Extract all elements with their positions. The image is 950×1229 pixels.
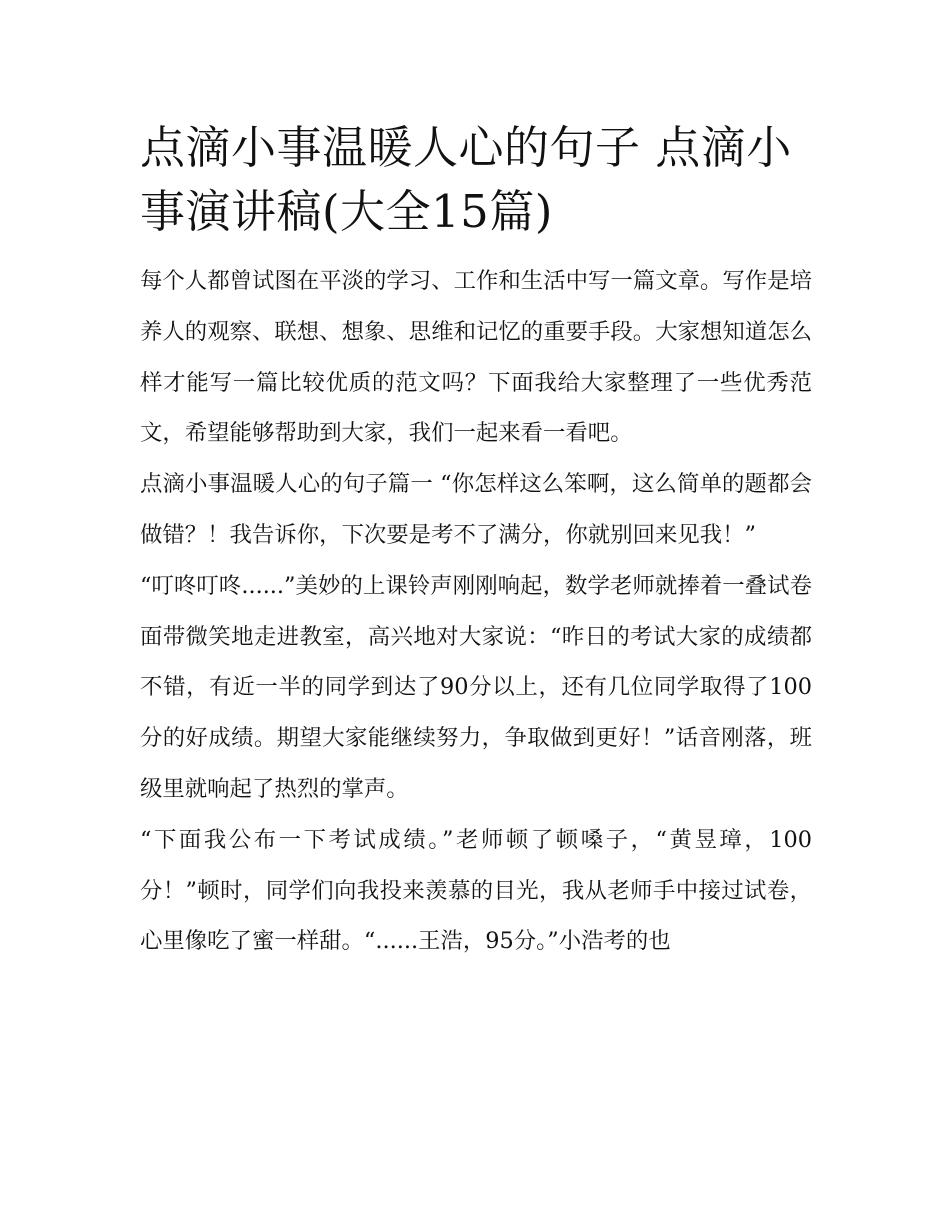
paragraph-chapter-one-opening: 点滴小事温暖人心的句子篇一 “你怎样这么笨啊，这么简单的题都会做错？！我告诉你，下次要是考不了满分，你就别回来见我！” xyxy=(140,471,812,548)
paragraph-intro: 每个人都曾试图在平淡的学习、工作和生活中写一篇文章。写作是培养人的观察、联想、想象、思维和记忆的重要手段。大家想知道怎么样才能写一篇比较优质的范文吗？下面我给大家整理了一些优秀范文，希望能够帮助到大家，我们一起来看一看吧。 xyxy=(140,268,812,447)
document-body xyxy=(140,116,812,967)
paragraph-score-announcement: “下面我公布一下考试成绩。”老师顿了顿嗓子，“黄昱璋，100分！”顿时，同学们向我投来羡慕的目光，我从老师手中接过试卷，心里像吃了蜜一样甜。“......王浩，95分。”小浩考的也 xyxy=(140,826,812,955)
paragraph-class-bell: “叮咚叮咚......”美妙的上课铃声刚刚响起，数学老师就捧着一叠试卷面带微笑地走进教室，高兴地对大家说：“昨日的考试大家的成绩都不错，有近一半的同学到达了90分以上，还有几位同学取得了100分的好成绩。期望大家能继续努力，争取做到更好！”话音刚落，班级里就响起了热烈的掌声。 xyxy=(140,572,812,802)
document-title: 点滴小事温暖人心的句子 点滴小事演讲稿(大全15篇) xyxy=(140,121,792,238)
